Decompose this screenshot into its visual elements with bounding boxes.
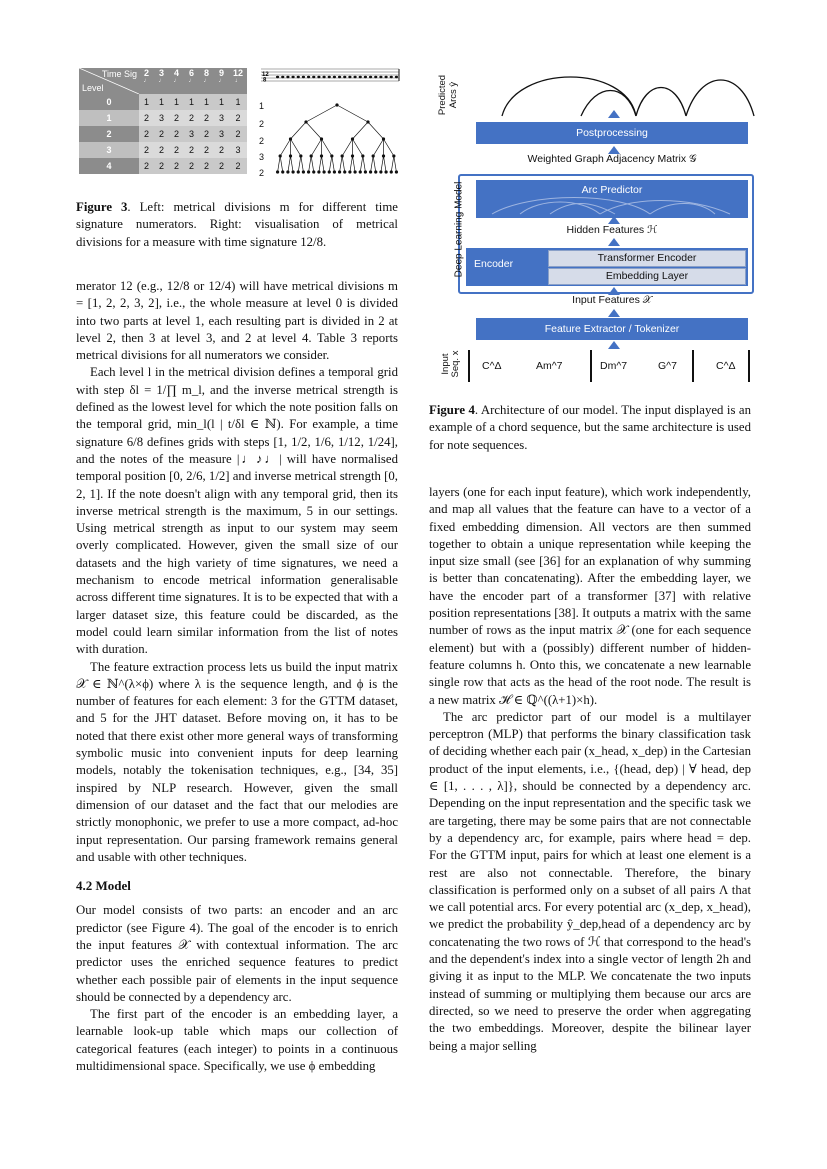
paragraph: Our model consists of two parts: an encoder and an arc predictor (see Figure 4). The goal of the encoder is to enrich the input features 𝒳 with contextual information. The arc predictor uses the enriched sequence features to predict whether each possible pair of elements in the input sequence should be connected by a dependency arc. <box>76 903 398 1004</box>
tree-node <box>366 120 369 123</box>
barline <box>468 350 470 382</box>
tree-edge <box>371 156 374 172</box>
tree-edge <box>360 156 363 172</box>
tree-edge <box>291 139 301 156</box>
metrical-tree-svg <box>259 64 404 180</box>
tree-level-label: 1 <box>259 101 265 111</box>
arc-predictor-label: Arc Predictor <box>581 184 643 196</box>
tree-edge <box>363 156 366 172</box>
tree-node <box>312 170 315 173</box>
figure4-caption-label: Figure 4 <box>429 403 475 417</box>
tree-edge <box>322 156 325 172</box>
note-head <box>307 76 310 78</box>
note-head <box>312 76 315 78</box>
tree-node <box>289 154 292 157</box>
arrow-up-icon <box>608 309 620 317</box>
tree-edge <box>353 122 369 139</box>
tree-edge <box>301 156 304 172</box>
col-header: 8 ♩ <box>199 68 214 94</box>
tree-node <box>322 170 325 173</box>
tree-edge <box>306 105 337 122</box>
paragraph: layers (one for each input feature), which work independently, and map all values that the feature can have to a vector of a fixed embedding dimension. All vectors are then summed together to obtain a unique representation while keeping the input size small (see [36] for an explanation of why summing is better than concatenating). After the embedding layer, we have the encoder part of a transformer [37] with relative position representations [38]. It outputs a matrix with the same number of rows as the input matrix 𝒳 (one for each sequence element) but with a (possibly) different number of hidden-feature columns h. Onto this, we concatenate a new learnable single row that acts as the head of the root node. The result is a new matrix ℋ ∈ ℚ^((λ+1)×h). <box>429 485 751 707</box>
arc-predictor-block <box>476 180 748 218</box>
chord-label: Am^7 <box>536 360 563 372</box>
tree-level-label: 3 <box>259 152 265 162</box>
tree-node <box>372 154 375 157</box>
tree-node <box>297 170 300 173</box>
value-cell: 3 <box>154 110 169 126</box>
col-header: 2 ♩ <box>139 68 154 94</box>
tree-node <box>343 170 346 173</box>
tree-node <box>320 154 323 157</box>
barline <box>692 350 694 382</box>
tree-node <box>302 170 305 173</box>
value-cell: 2 <box>184 142 199 158</box>
barline <box>590 350 592 382</box>
tree-node <box>320 137 323 140</box>
figure3-caption-label: Figure 3 <box>76 200 128 214</box>
tree-node <box>330 154 333 157</box>
barline <box>748 350 750 382</box>
value-cell: 2 <box>154 142 169 158</box>
level-cell: 1 <box>79 110 139 126</box>
embedding-layer-block: Embedding Layer <box>548 268 746 285</box>
header-time-sig: Time Sig <box>101 69 137 79</box>
value-cell: 2 <box>229 158 247 174</box>
value-cell: 2 <box>139 142 154 158</box>
table-row <box>79 110 247 126</box>
tree-edge <box>337 105 368 122</box>
value-cell: 2 <box>169 126 184 142</box>
arc-predictor-arcs-icon <box>490 194 735 216</box>
input-features-label: Input Features 𝒳 <box>572 294 652 306</box>
tree-level-label: 2 <box>259 168 265 178</box>
table-row <box>79 94 247 110</box>
tree-node <box>289 137 292 140</box>
tree-node <box>353 170 356 173</box>
tree-node <box>351 137 354 140</box>
tree-edge <box>298 156 301 172</box>
value-cell: 1 <box>139 94 154 110</box>
tree-level-label: 2 <box>259 119 265 129</box>
tree-edge <box>384 156 387 172</box>
value-cell: 2 <box>214 158 229 174</box>
note-head <box>348 76 351 78</box>
arrow-up-icon <box>608 216 620 224</box>
note-head <box>302 76 305 78</box>
note-head <box>333 76 336 78</box>
chord-label: C^Δ <box>482 360 502 372</box>
value-cell: 3 <box>214 126 229 142</box>
note-head <box>328 76 331 78</box>
tree-node <box>341 154 344 157</box>
col-header: 9 ♩ <box>214 68 229 94</box>
tree-nodes <box>276 103 398 173</box>
tree-edge <box>280 156 283 172</box>
arrow-up-icon <box>608 146 620 154</box>
section-heading: 4.2 Model <box>76 878 131 894</box>
figure3-caption-text: . Left: metrical divisions m for different time signature numerators. Right: visualisation of metrical divisions for a measure with time signature 12/8. <box>76 200 398 249</box>
hidden-features-label: Hidden Features ℋ <box>566 224 658 236</box>
tree-node <box>276 170 279 173</box>
tree-edge <box>350 156 353 172</box>
tree-node <box>286 170 289 173</box>
paragraph: Each level l in the metrical division defines a temporal grid with step δl = 1/∏ m_l, and the inverse metrical strength is defined as the lowest level for which the note position falls on the temporal grid, min_l(l | t/δl ∈ ℕ). For example, a time signature 6/8 defines grids with steps [1, 1/2, 1/6, 1/12, 1/24], and the notes of the measure |♩♪♩| will have normalised temporal position [0, 2/6, 1/2] and inverse metrical strength [0, 2, 1]. If the note doesn't align with any temporal grid, then its inverse metrical strength is the maximum, 5 in our settings. Using metrical strength as input to our system may seem overly complicated. However, given the small size of our datasets and the high variety of time signatures, we need a mechanism to encode metrical information generalisable across different time signatures. It is to be expected that with a larger dataset size, this feature could be discarded, as the model could learn similar information from the list of notes with duration. <box>76 365 398 657</box>
tree-node <box>335 103 338 106</box>
predicted-arcs-icon <box>496 70 756 122</box>
table-row <box>79 126 247 142</box>
col-header: 12 ♩ <box>229 68 247 94</box>
value-cell: 2 <box>169 142 184 158</box>
tree-node <box>369 170 372 173</box>
value-cell: 1 <box>154 94 169 110</box>
tree-edge <box>340 156 343 172</box>
note-head <box>338 76 341 78</box>
tree-edges <box>278 105 397 172</box>
tree-node <box>338 170 341 173</box>
tree-node <box>382 154 385 157</box>
value-cell: 2 <box>199 142 214 158</box>
note-head <box>291 76 294 78</box>
tree-edge <box>368 122 384 139</box>
note-head <box>390 76 393 78</box>
tree-edge <box>342 139 352 156</box>
tree-node <box>390 170 393 173</box>
value-cell: 2 <box>229 126 247 142</box>
tree-edge <box>391 156 394 172</box>
value-cell: 2 <box>139 158 154 174</box>
tree-edge <box>332 156 335 172</box>
value-cell: 1 <box>199 94 214 110</box>
value-cell: 2 <box>229 110 247 126</box>
tree-edge <box>381 156 384 172</box>
tree-edge <box>311 156 314 172</box>
chord-sequence <box>468 350 750 384</box>
level-cell: 3 <box>79 142 139 158</box>
svg-text:8: 8 <box>263 77 267 84</box>
metrical-tree-figure <box>259 64 404 182</box>
paragraph: The arc predictor part of our model is a multilayer perceptron (MLP) that performs the binary classification task of deciding whether each pair (x_head, x_dep) in the Cartesian product of the input elements, i.e., {(head, dep) | ∀ head, dep ∈ [1, . . . , λ]}, should be connected by a dependency arc. Depending on the input representation and the specific task we are targeting, there may be some pairs that are not connectable by a dependency arc, for example, pairs where head = dep. For the GTTM input, pairs for which at least one element is a rest are also not connectable. Therefore, the binary classification is performed only on a subset of all pairs Λ that we call potential arcs. For every potential arc (x_dep, x_head), we predict the probability ŷ_dep,head of a dependency arc by concatenating the two rows of ℋ that correspond to the head's and the dependent's index into a single vector of length 2h and giving it as input to the MLP. We concatenate the two inputs instead of summing or multiplying them because our arcs are directed, so we need to preserve the order when aggregating the two embeddings. Moreover, despite the bilinear layer being a major selling <box>429 709 751 1053</box>
tree-edge <box>373 156 376 172</box>
figure3-caption <box>76 199 398 251</box>
arrow-up-icon <box>608 110 620 118</box>
right-column <box>429 484 751 1055</box>
note-head <box>359 76 362 78</box>
note-head <box>322 76 325 78</box>
tree-edge <box>291 122 307 139</box>
value-cell: 2 <box>154 158 169 174</box>
svg-text:12: 12 <box>262 72 269 78</box>
value-cell: 2 <box>214 142 229 158</box>
tree-node <box>333 170 336 173</box>
feature-extractor-block: Feature Extractor / Tokenizer <box>476 318 748 340</box>
tree-node <box>304 120 307 123</box>
chord-label: C^Δ <box>716 360 736 372</box>
tree-node <box>364 170 367 173</box>
tree-node <box>382 137 385 140</box>
left-column <box>76 278 398 1075</box>
tree-node <box>291 170 294 173</box>
tree-node <box>299 154 302 157</box>
col-header: 3 ♩ <box>154 68 169 94</box>
figure4-caption-text: . Architecture of our model. The input displayed is an example of a chord sequence, but the same architecture is used for note sequences. <box>429 403 751 452</box>
tree-node <box>379 170 382 173</box>
figure4-caption <box>429 402 751 454</box>
paragraph: The first part of the encoder is an embedding layer, a learnable look-up table which maps our collection of categorical features (each integer) to points in a continuous multidimensional space. Specifically, we use ϕ embedding <box>76 1007 398 1074</box>
tree-edge <box>353 139 363 156</box>
tree-edge <box>373 139 383 156</box>
chord-label: G^7 <box>658 360 677 372</box>
level-cell: 4 <box>79 158 139 174</box>
note-head <box>317 76 320 78</box>
metrical-divisions-table <box>79 68 247 174</box>
value-cell: 2 <box>169 158 184 174</box>
note-head <box>281 76 284 78</box>
tree-edge <box>353 156 356 172</box>
value-cell: 3 <box>214 110 229 126</box>
value-cell: 3 <box>184 126 199 142</box>
deep-learning-model-label: Deep Learning Model <box>453 181 465 278</box>
value-cell: 2 <box>154 126 169 142</box>
tree-node <box>395 170 398 173</box>
tree-edge <box>329 156 332 172</box>
table-row <box>79 142 247 158</box>
value-cell: 1 <box>229 94 247 110</box>
note-head <box>369 76 372 78</box>
note-head <box>276 76 279 78</box>
level-cell: 2 <box>79 126 139 142</box>
tree-node <box>310 154 313 157</box>
note-head <box>379 76 382 78</box>
tree-edge <box>394 156 397 172</box>
tree-node <box>359 170 362 173</box>
tree-node <box>392 154 395 157</box>
encoder-label: Encoder <box>474 258 514 270</box>
note-head <box>353 76 356 78</box>
paragraph: The feature extraction process lets us build the input matrix 𝒳 ∈ ℕ^(λ×ϕ) where λ is the sequence length, and ϕ is the number of features for each element: 3 for the GTTM dataset, and 5 for the JHT dataset. Before moving on, it has to be noted that there exist other more general ways of transforming symbolic music into convenient inputs for deep learning models, notably the tokenisation techniques, e.g., [34, 35] inspired by NLP research. However, given the small dimension of our dataset and the fact that our melodies are strictly monophonic, we prefer to use a more compact, ad-hoc input representation. Our parsing framework remains general and usable with other techniques. <box>76 659 398 864</box>
header-level: Level <box>82 83 104 93</box>
value-cell: 1 <box>214 94 229 110</box>
architecture-figure <box>436 66 758 386</box>
tree-node <box>281 170 284 173</box>
tree-edge <box>322 139 332 156</box>
tree-node <box>384 170 387 173</box>
input-seq-label: Input Seq. x <box>440 350 461 378</box>
note-head <box>364 76 367 78</box>
note-head <box>286 76 289 78</box>
tree-edge <box>288 156 291 172</box>
tree-edge <box>311 139 321 156</box>
note-head <box>343 76 346 78</box>
tree-edge <box>319 156 322 172</box>
tree-node <box>317 170 320 173</box>
tree-edge <box>384 139 394 156</box>
tree-node <box>374 170 377 173</box>
note-head <box>384 76 387 78</box>
tree-node <box>348 170 351 173</box>
value-cell: 3 <box>229 142 247 158</box>
postprocessing-block: Postprocessing <box>476 122 748 144</box>
value-cell: 1 <box>169 94 184 110</box>
tree-edge <box>280 139 290 156</box>
weighted-graph-label: Weighted Graph Adjacency Matrix 𝒢 <box>527 153 697 165</box>
value-cell: 2 <box>184 110 199 126</box>
tree-edge <box>291 156 294 172</box>
value-cell: 2 <box>199 110 214 126</box>
tree-edge <box>278 156 281 172</box>
paragraph: merator 12 (e.g., 12/8 or 12/4) will have metrical divisions m = [1, 2, 2, 3, 2], i.e., the whole measure at level 0 is divided into two parts at level 1, each resulting part is divided in 2 at level 2, then 3 at level 3, and 2 at level 4. Table 3 reports metrical divisions for all numerators we consider. <box>76 279 398 363</box>
note-head <box>297 76 300 78</box>
table-corner-cell <box>79 68 139 94</box>
arrow-up-icon <box>608 238 620 246</box>
value-cell: 2 <box>199 158 214 174</box>
value-cell: 2 <box>169 110 184 126</box>
table-header-row <box>79 68 247 94</box>
tree-node <box>351 154 354 157</box>
col-header: 4 ♩ <box>169 68 184 94</box>
predicted-arcs-label: Predicted Arcs ŷ <box>437 74 459 116</box>
value-cell: 1 <box>184 94 199 110</box>
tree-node <box>279 154 282 157</box>
value-cell: 2 <box>184 158 199 174</box>
value-cell: 2 <box>139 110 154 126</box>
tree-node <box>328 170 331 173</box>
encoder-block <box>466 248 748 286</box>
value-cell: 2 <box>199 126 214 142</box>
note-head <box>395 76 398 78</box>
level-cell: 0 <box>79 94 139 110</box>
chord-label: Dm^7 <box>600 360 628 372</box>
note-head <box>374 76 377 78</box>
tree-edge <box>306 122 322 139</box>
arrow-up-icon <box>608 341 620 349</box>
tree-edge <box>309 156 312 172</box>
tree-level-label: 2 <box>259 136 265 146</box>
tree-node <box>361 154 364 157</box>
table-row <box>79 158 247 174</box>
tree-edge <box>342 156 345 172</box>
transformer-encoder-block: Transformer Encoder <box>548 250 746 267</box>
value-cell: 2 <box>139 126 154 142</box>
col-header: 6 ♩ <box>184 68 199 94</box>
tree-node <box>307 170 310 173</box>
